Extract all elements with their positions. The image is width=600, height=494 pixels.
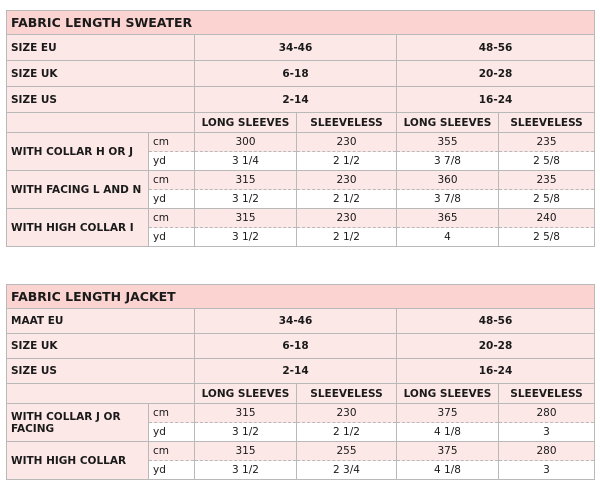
fabric-value: 280 [499,404,595,423]
fabric-value: 365 [397,209,499,228]
size-label: SIZE UK [7,334,195,359]
size-label: MAAT EU [7,309,195,334]
column-header: SLEEVELESS [297,113,397,133]
unit-cm: cm [149,442,195,461]
fabric-value: 3 [499,461,595,480]
collar-option-label: WITH FACING L AND N [7,171,149,209]
size-range: 2-14 [195,87,397,113]
size-range: 20-28 [397,334,595,359]
size-range: 6-18 [195,334,397,359]
fabric-value: 235 [499,133,595,152]
fabric-value: 230 [297,209,397,228]
fabric-value: 3 1/2 [195,190,297,209]
size-label: SIZE EU [7,35,195,61]
fabric-value: 3 [499,423,595,442]
fabric-value: 3 1/2 [195,228,297,247]
fabric-value: 375 [397,404,499,423]
unit-cm: cm [149,133,195,152]
size-range: 20-28 [397,61,595,87]
fabric-value: 4 [397,228,499,247]
fabric-value: 3 7/8 [397,190,499,209]
fabric-value: 2 3/4 [297,461,397,480]
size-range: 2-14 [195,359,397,384]
fabric-value: 3 1/4 [195,152,297,171]
column-header: SLEEVELESS [297,384,397,404]
fabric-value: 230 [297,133,397,152]
size-label: SIZE UK [7,61,195,87]
unit-yd: yd [149,152,195,171]
fabric-value: 4 1/8 [397,461,499,480]
size-label: SIZE US [7,359,195,384]
fabric-value: 315 [195,171,297,190]
fabric-value: 2 1/2 [297,423,397,442]
header-spacer [7,384,195,404]
collar-option-label: WITH COLLAR H OR J [7,133,149,171]
collar-option-label: WITH HIGH COLLAR [7,442,149,480]
fabric-value: 255 [297,442,397,461]
fabric-value: 315 [195,404,297,423]
size-range: 48-56 [397,309,595,334]
unit-yd: yd [149,461,195,480]
column-header: SLEEVELESS [499,113,595,133]
collar-option-label: WITH COLLAR J OR FACING [7,404,149,442]
fabric-value: 300 [195,133,297,152]
column-header: SLEEVELESS [499,384,595,404]
size-range: 6-18 [195,61,397,87]
fabric-value: 4 1/8 [397,423,499,442]
collar-option-label: WITH HIGH COLLAR I [7,209,149,247]
sweater-fabric-table [6,10,595,247]
unit-cm: cm [149,404,195,423]
column-header: LONG SLEEVES [397,384,499,404]
header-spacer [7,113,195,133]
fabric-value: 2 1/2 [297,152,397,171]
sweater-title: FABRIC LENGTH SWEATER [7,11,595,35]
fabric-value: 360 [397,171,499,190]
fabric-value: 230 [297,404,397,423]
column-header: LONG SLEEVES [195,113,297,133]
fabric-value: 2 5/8 [499,228,595,247]
fabric-value: 2 1/2 [297,228,397,247]
fabric-value: 2 5/8 [499,190,595,209]
fabric-value: 235 [499,171,595,190]
unit-cm: cm [149,209,195,228]
fabric-value: 230 [297,171,397,190]
size-range: 34-46 [195,309,397,334]
unit-yd: yd [149,228,195,247]
fabric-value: 355 [397,133,499,152]
size-range: 48-56 [397,35,595,61]
fabric-value: 2 1/2 [297,190,397,209]
size-range: 34-46 [195,35,397,61]
fabric-value: 3 1/2 [195,461,297,480]
column-header: LONG SLEEVES [397,113,499,133]
fabric-value: 240 [499,209,595,228]
fabric-value: 2 5/8 [499,152,595,171]
size-label: SIZE US [7,87,195,113]
unit-cm: cm [149,171,195,190]
fabric-value: 315 [195,209,297,228]
column-header: LONG SLEEVES [195,384,297,404]
size-range: 16-24 [397,359,595,384]
fabric-value: 3 1/2 [195,423,297,442]
fabric-value: 280 [499,442,595,461]
unit-yd: yd [149,423,195,442]
jacket-fabric-table [6,284,595,480]
unit-yd: yd [149,190,195,209]
fabric-value: 315 [195,442,297,461]
fabric-value: 3 7/8 [397,152,499,171]
jacket-title: FABRIC LENGTH JACKET [7,285,595,309]
size-range: 16-24 [397,87,595,113]
fabric-value: 375 [397,442,499,461]
